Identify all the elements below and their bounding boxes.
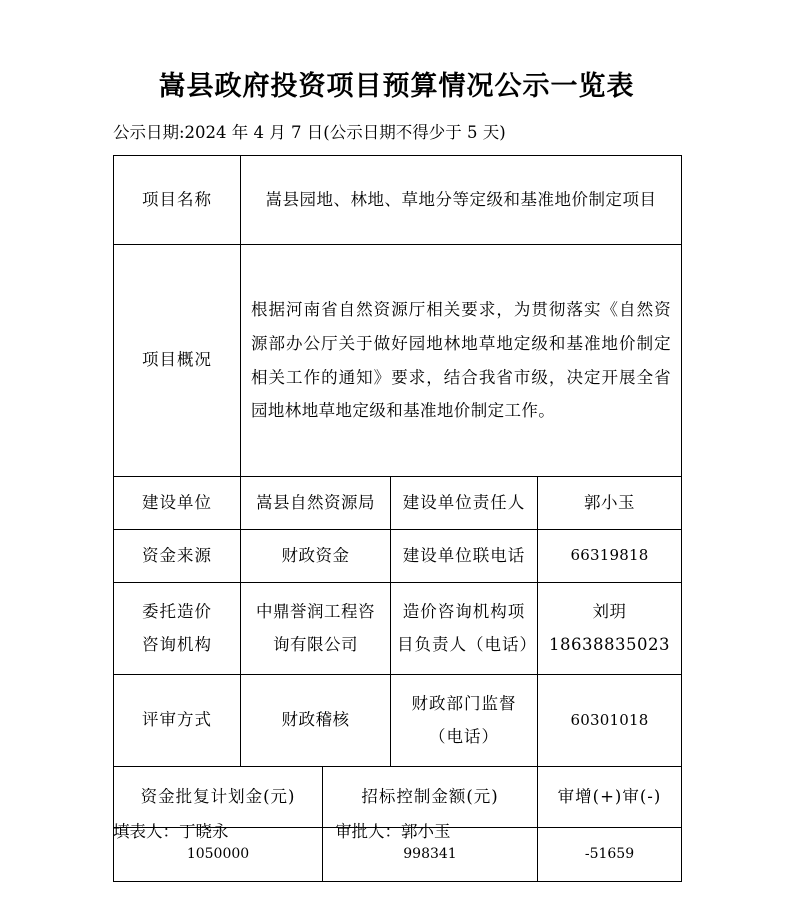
page-title: 嵩县政府投资项目预算情况公示一览表: [158, 71, 635, 102]
value-finance-supervision-phone: 60301018: [538, 675, 682, 767]
value-funding-source: 财政资金: [241, 530, 391, 583]
value-construction-unit-phone: 66319818: [538, 530, 682, 583]
table-row-cost-consulting: [114, 583, 682, 675]
label-review-method: 评审方式: [114, 675, 241, 767]
table-row-review-method: [114, 675, 682, 767]
value-cost-consulting-agency-line1: 中鼎誉润工程咨: [256, 602, 375, 622]
header-bid-control-amount: 招标控制金额(元): [323, 767, 538, 828]
label-finance-supervision-line2: （电话）: [429, 726, 499, 746]
value-bid-control-amount: 998341: [323, 828, 538, 882]
label-cost-consulting-agency-line1: 委托造价: [142, 602, 212, 622]
header-audit-change: 审增(+)审(-): [538, 767, 682, 828]
value-cost-consulting-agency-line2: 询有限公司: [273, 634, 358, 654]
value-cost-consulting-manager-line2: 18638835023: [549, 634, 670, 654]
value-approved-plan-amount: 1050000: [114, 828, 323, 882]
publication-date-note: 公示日期:2024 年 4 月 7 日(公示日期不得少于 5 天): [113, 123, 506, 142]
label-construction-unit: 建设单位: [114, 477, 241, 530]
label-finance-supervision-line1: 财政部门监督: [411, 694, 517, 714]
value-cost-consulting-agency: [241, 583, 391, 675]
approver-label: 审批人：郭小玉: [335, 822, 451, 841]
label-construction-unit-person: 建设单位责任人: [391, 477, 538, 530]
budget-disclosure-table: [113, 155, 682, 882]
table-row-project-overview: [114, 245, 682, 477]
value-cost-consulting-manager-line1: 刘玥: [592, 602, 627, 622]
table-row-project-name: [114, 156, 682, 245]
label-cost-consulting-manager-line1: 造价咨询机构项: [402, 602, 526, 622]
header-approved-plan-amount: 资金批复计划金(元): [114, 767, 323, 828]
label-project-overview: 项目概况: [114, 245, 241, 477]
value-construction-unit: 嵩县自然资源局: [241, 477, 391, 530]
value-project-name: 嵩县园地、林地、草地分等定级和基准地价制定项目: [241, 156, 682, 245]
value-cost-consulting-manager: [538, 583, 682, 675]
table-row-funding-source: [114, 530, 682, 583]
value-construction-unit-person: 郭小玉: [538, 477, 682, 530]
label-funding-source: 资金来源: [114, 530, 241, 583]
label-project-name: 项目名称: [114, 156, 241, 245]
label-cost-consulting-manager-line2: 目负责人（电话）: [397, 634, 537, 654]
table-row-construction-unit: [114, 477, 682, 530]
label-construction-unit-phone: 建设单位联电话: [391, 530, 538, 583]
value-project-overview: 根据河南省自然资源厅相关要求，为贯彻落实《自然资源部办公厅关于做好园地林地草地定级和基准地价制定相关工作的通知》要求，结合我省市级，决定开展全省园地林地草地定级和基准地价制定工作。: [241, 245, 682, 477]
label-finance-supervision: [391, 675, 538, 767]
label-cost-consulting-agency-line2: 咨询机构: [142, 634, 212, 654]
label-cost-consulting-agency: [114, 583, 241, 675]
form-filler-label: 填表人：丁晓永: [113, 822, 229, 841]
value-review-method: 财政稽核: [241, 675, 391, 767]
signature-row: [113, 818, 681, 842]
label-cost-consulting-manager: [391, 583, 538, 675]
value-audit-change: -51659: [538, 828, 682, 882]
